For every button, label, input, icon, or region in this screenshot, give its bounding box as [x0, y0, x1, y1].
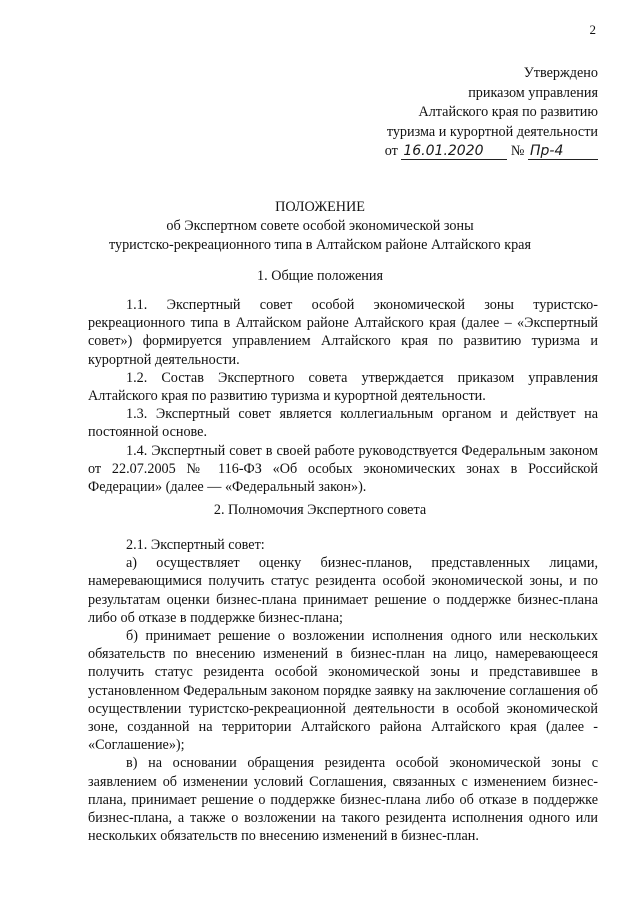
- approval-block: [385, 64, 598, 162]
- section-1-body: [88, 296, 598, 496]
- document-title: [60, 198, 580, 255]
- paragraph: в) на основании обращения резидента особой экономической зоны с заявлением об изменении условий Соглашения, связанных с изменением бизнес-плана, принимает решение о поддержке бизнес-плана либо об отказе в поддержке бизнес-плана, а также о возложении на такого резидента исполнения одного или нескольких обязательств по внесению изменений в бизнес-план.: [88, 755, 598, 845]
- number-label: №: [510, 143, 525, 159]
- paragraph: 2.1. Экспертный совет:: [126, 537, 265, 553]
- approval-line: приказом управления: [468, 84, 598, 101]
- section-2-body: [88, 536, 598, 845]
- approval-line: Алтайского края по развитию: [418, 104, 598, 120]
- paragraph: 1.4. Экспертный совет в своей работе руководствуется Федеральным законом от 22.07.2005 № 116-ФЗ «Об особых экономических зонах в Российской Федерации» (далее — «Федеральный закон»).: [88, 442, 598, 496]
- handwritten-date: 16.01.2020: [401, 144, 507, 160]
- handwritten-number: Пр-4: [528, 144, 598, 160]
- title-line: туристско-рекреационного типа в Алтайском районе Алтайского края: [108, 237, 532, 253]
- paragraph: 1.2. Состав Экспертного совета утверждается приказом управления Алтайского края по развитию туризма и курортной деятельности.: [88, 369, 598, 405]
- section-heading: 2. Полномочия Экспертного совета: [213, 502, 427, 518]
- paragraph: 1.1. Экспертный совет особой экономической зоны туристско-рекреационного типа в Алтайском районе Алтайского края (далее – «Экспертный совет») формируется управлением Алтайского края по развитию туризма и курортной деятельности.: [88, 297, 598, 368]
- approval-line: туризма и курортной деятельности: [386, 123, 598, 140]
- title-line: об Экспертном совете особой экономической зоны: [166, 218, 474, 234]
- paragraph: а) осуществляет оценку бизнес-планов, представленных лицами, намеревающимися получить статус резидента особой экономической зоны, и по результатам оценки бизнес-плана принимает решение о поддержке бизнес-плана либо об отказе в поддержке бизнес-плана;: [88, 555, 598, 626]
- approval-line: Утверждено: [523, 65, 598, 81]
- paragraph: 1.3. Экспертный совет является коллегиальным органом и действует на постоянной основе.: [88, 406, 598, 441]
- page-number: 2: [589, 22, 596, 37]
- from-label: от: [384, 143, 398, 159]
- title-heading: ПОЛОЖЕНИЕ: [275, 199, 365, 215]
- section-heading: 1. Общие положения: [257, 268, 383, 284]
- paragraph: б) принимает решение о возложении исполнения одного или нескольких обязательств по внесению изменений в бизнес-план на лицо, намеревающееся получить статус резидента особой экономической зоны и представившее в установленном Федеральным законом порядке заявку на заключение соглашения об осуществлении туристско-рекреационной деятельности в особой экономической зоне, созданной на территории Алтайского района Алтайского края (далее - «Соглашение»);: [88, 628, 598, 754]
- approval-date-number: [385, 142, 598, 162]
